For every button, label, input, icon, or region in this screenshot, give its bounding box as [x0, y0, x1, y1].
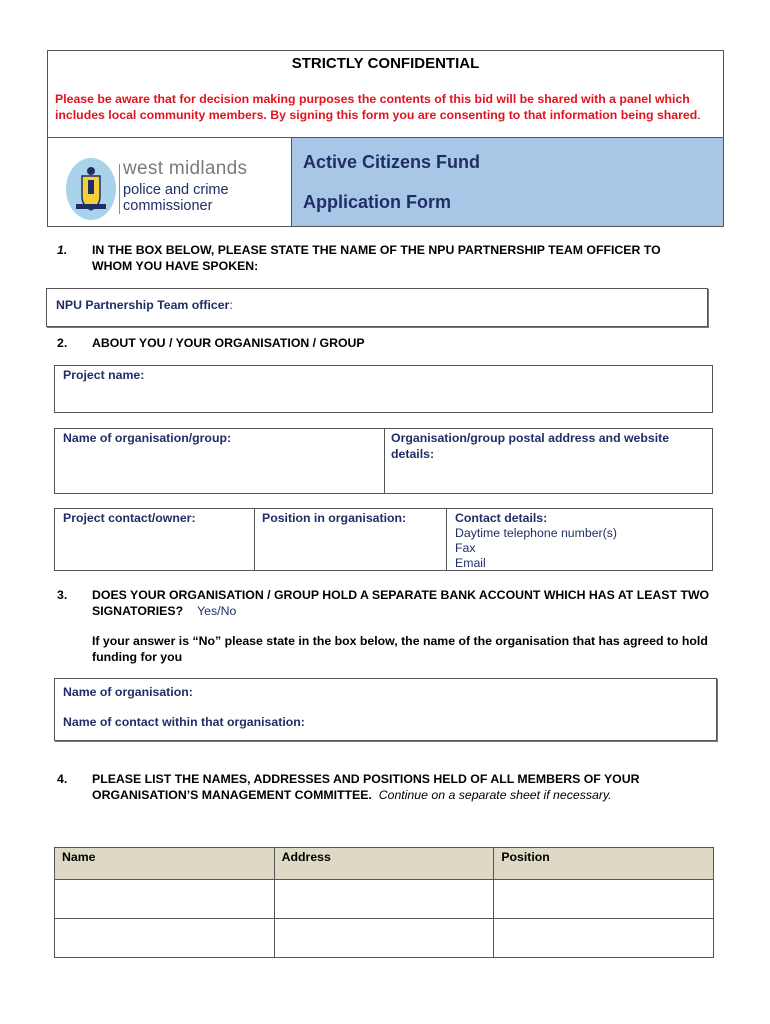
- consent-notice: [55, 92, 720, 123]
- question-3-text: [92, 588, 712, 619]
- logo-text-police-crime: police and crime: [123, 182, 229, 198]
- committee-table: [54, 847, 714, 958]
- crest-icon: [64, 156, 118, 222]
- holding-organisation-label: Name of organisation:: [63, 685, 193, 699]
- question-3-follow-up: If your answer is “No” please state in the box below, the name of the organisation that has agreed to hold funding for you: [92, 634, 708, 664]
- address-cell[interactable]: [274, 919, 494, 958]
- address-cell[interactable]: [274, 880, 494, 919]
- holding-contact-label: Name of contact within that organisation:: [63, 715, 305, 729]
- question-4-note: Continue on a separate sheet if necessary.: [378, 787, 612, 802]
- form-title: Application Form: [303, 192, 451, 212]
- logo-text-commissioner: commissioner: [123, 198, 213, 214]
- question-4-question: PLEASE LIST THE NAMES, ADDRESSES AND POSITIONS HELD OF ALL MEMBERS OF YOUR ORGANISATION’S MANAGEMENT COMMITTEE.: [92, 772, 640, 802]
- table-header-row: [55, 848, 714, 880]
- npu-officer-label-colon: :: [229, 298, 233, 312]
- contact-divider-1: [254, 508, 255, 571]
- organisation-address-label: Organisation/group postal address and website details:: [391, 431, 670, 461]
- name-cell[interactable]: [55, 919, 275, 958]
- logo-divider: [119, 164, 120, 214]
- question-2-number: 2.: [57, 336, 68, 350]
- yes-no-option[interactable]: Yes/No: [197, 603, 237, 618]
- logo-text-west-midlands: west midlands: [123, 158, 248, 179]
- address-column-header: Address: [274, 848, 494, 880]
- position-column-header: Position: [494, 848, 714, 880]
- table-row: [55, 880, 714, 919]
- position-cell[interactable]: [494, 919, 714, 958]
- question-1-number: 1.: [57, 243, 68, 257]
- npu-officer-label: [56, 296, 233, 314]
- fund-title: Active Citizens Fund: [303, 152, 481, 172]
- npu-officer-label-text: NPU Partnership Team officer: [56, 298, 230, 312]
- contact-details-label: Contact details:: [455, 511, 548, 525]
- contact-email-label: Email: [455, 556, 486, 570]
- project-name-field[interactable]: [54, 365, 713, 413]
- contact-telephone-label: Daytime telephone number(s): [455, 526, 617, 540]
- question-3-number: 3.: [57, 588, 68, 602]
- question-3-question: DOES YOUR ORGANISATION / GROUP HOLD A SEPARATE BANK ACCOUNT WHICH HAS AT LEAST TWO SIGNATORIES?: [92, 588, 710, 618]
- position-label: Position in organisation:: [262, 511, 407, 525]
- question-4-number: 4.: [57, 772, 68, 786]
- organisation-divider: [384, 428, 385, 494]
- organisation-name-label: Name of organisation/group:: [63, 431, 232, 445]
- consent-notice-text: Please be aware that for decision making purposes the contents of this bid will be shared with a panel which includes local community members. By signing this form you are consenting to that information being shared: [55, 92, 698, 122]
- confidential-title: STRICTLY CONFIDENTIAL: [291, 55, 480, 72]
- name-cell[interactable]: [55, 880, 275, 919]
- contact-fax-label: Fax: [455, 541, 476, 555]
- project-name-label: Project name:: [63, 368, 145, 382]
- question-4-text: [92, 772, 702, 803]
- position-cell[interactable]: [494, 880, 714, 919]
- consent-notice-end: .: [697, 107, 701, 122]
- question-1-text: IN THE BOX BELOW, PLEASE STATE THE NAME OF THE NPU PARTNERSHIP TEAM OFFICER TO WHOM YOU HAVE SPOKEN:: [92, 243, 661, 273]
- table-row: [55, 919, 714, 958]
- name-column-header: Name: [55, 848, 275, 880]
- contact-divider-2: [446, 508, 447, 571]
- project-contact-label: Project contact/owner:: [63, 511, 196, 525]
- question-2-text: ABOUT YOU / YOUR ORGANISATION / GROUP: [92, 336, 365, 350]
